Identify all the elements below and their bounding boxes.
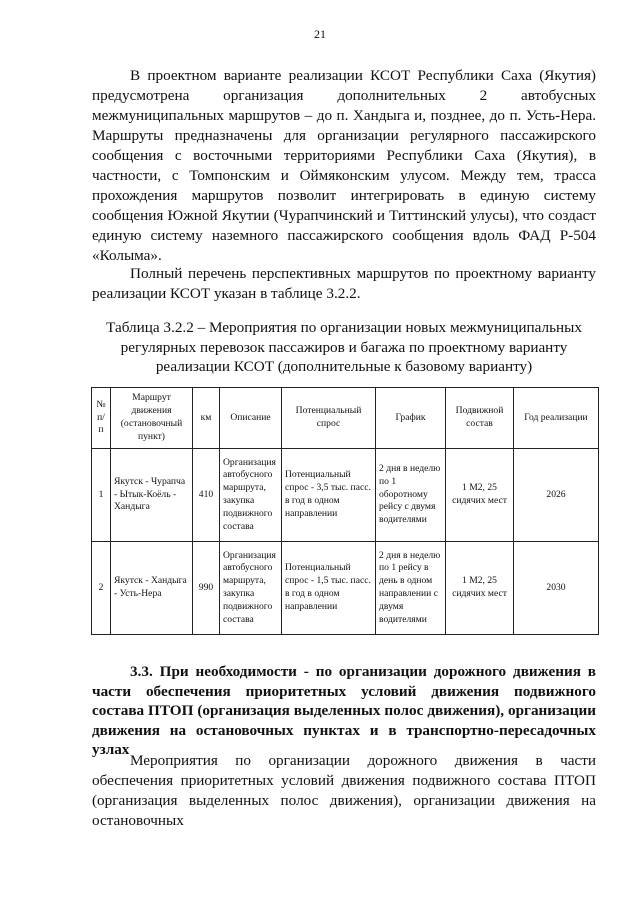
page-number: 21	[314, 27, 326, 41]
table-header-row	[92, 388, 599, 449]
header-year: Год реализации	[514, 388, 599, 449]
cell-schedule: 2 дня в неделю по 1 рейсу в день в одном направлении с двумя водителями	[376, 542, 446, 635]
table-caption: Таблица 3.2.2 – Мероприятия по организации новых межмуниципальных регулярных перевозок пассажиров и багажа по проектному варианту реализации КСОТ (дополнительные к базовому варианту)	[106, 319, 582, 375]
table-row	[92, 449, 599, 542]
header-number: № п/п	[92, 388, 111, 449]
header-route: Маршрут движения (остановочный пункт)	[111, 388, 193, 449]
routes-table	[91, 387, 599, 635]
table-row	[92, 542, 599, 635]
section-heading: 3.3. При необходимости - по организации дорожного движения в части обеспечения приоритетных условий движения подвижного состава ПТОП (организация выделенных полос движения), организации движения на остановочных пунктах и в транспортно-пересадочных узлах	[92, 663, 596, 758]
cell-year: 2026	[514, 449, 599, 542]
header-rolling-stock: Подвижной состав	[446, 388, 514, 449]
cell-number: 1	[92, 449, 111, 542]
cell-rolling-stock: 1 М2, 25 сидячих мест	[446, 449, 514, 542]
cell-number: 2	[92, 542, 111, 635]
header-description: Описание	[220, 388, 282, 449]
cell-demand: Потенциальный спрос - 1,5 тыс. пасс. в год в одном направлении	[282, 542, 376, 635]
cell-description: Организация автобусного маршрута, закупка подвижного состава	[220, 449, 282, 542]
header-schedule: График	[376, 388, 446, 449]
cell-route: Якутск - Хандыга - Усть-Нера	[111, 542, 193, 635]
cell-schedule: 2 дня в неделю по 1 оборотному рейсу с двумя водителями	[376, 449, 446, 542]
cell-rolling-stock: 1 М2, 25 сидячих мест	[446, 542, 514, 635]
cell-km: 410	[193, 449, 220, 542]
cell-route: Якутск - Чурапча - Ытык-Коёль - Хандыга	[111, 449, 193, 542]
cell-km: 990	[193, 542, 220, 635]
paragraph-routes-list-ref: Полный перечень перспективных маршрутов по проектному варианту реализации КСОТ указан в таблице 3.2.2.	[92, 265, 596, 302]
paragraph-routes-intro: В проектном варианте реализации КСОТ Республики Саха (Якутия) предусмотрена организация дополнительных 2 автобусных межмуниципальных маршрутов – до п. Хандыга и, позднее, до п. Усть-Нера. Маршруты предназначены для организации регулярного пассажирского сообщения с восточными территориями Республики Саха (Якутия), в частности, с Томпонским и Оймяконским улусом. Между тем, трасса прохождения маршрутов позволит интегрировать в единую систему сообщения Южной Якутии (Чурапчинский и Титтинский улусы), что создаст единую систему наземного пассажирского сообщения вдоль ФАД Р-504 «Колыма».	[92, 67, 596, 264]
header-km: км	[193, 388, 220, 449]
header-demand: Потенциальный спрос	[282, 388, 376, 449]
paragraph-traffic-measures: Мероприятия по организации дорожного движения в части обеспечения приоритетных условий движения подвижного состава ПТОП (организация выделенных полос движения), организации движения на остановочных	[92, 752, 596, 829]
cell-description: Организация автобусного маршрута, закупка подвижного состава	[220, 542, 282, 635]
cell-demand: Потенциальный спрос - 3,5 тыс. пасс. в год в одном направлении	[282, 449, 376, 542]
cell-year: 2030	[514, 542, 599, 635]
